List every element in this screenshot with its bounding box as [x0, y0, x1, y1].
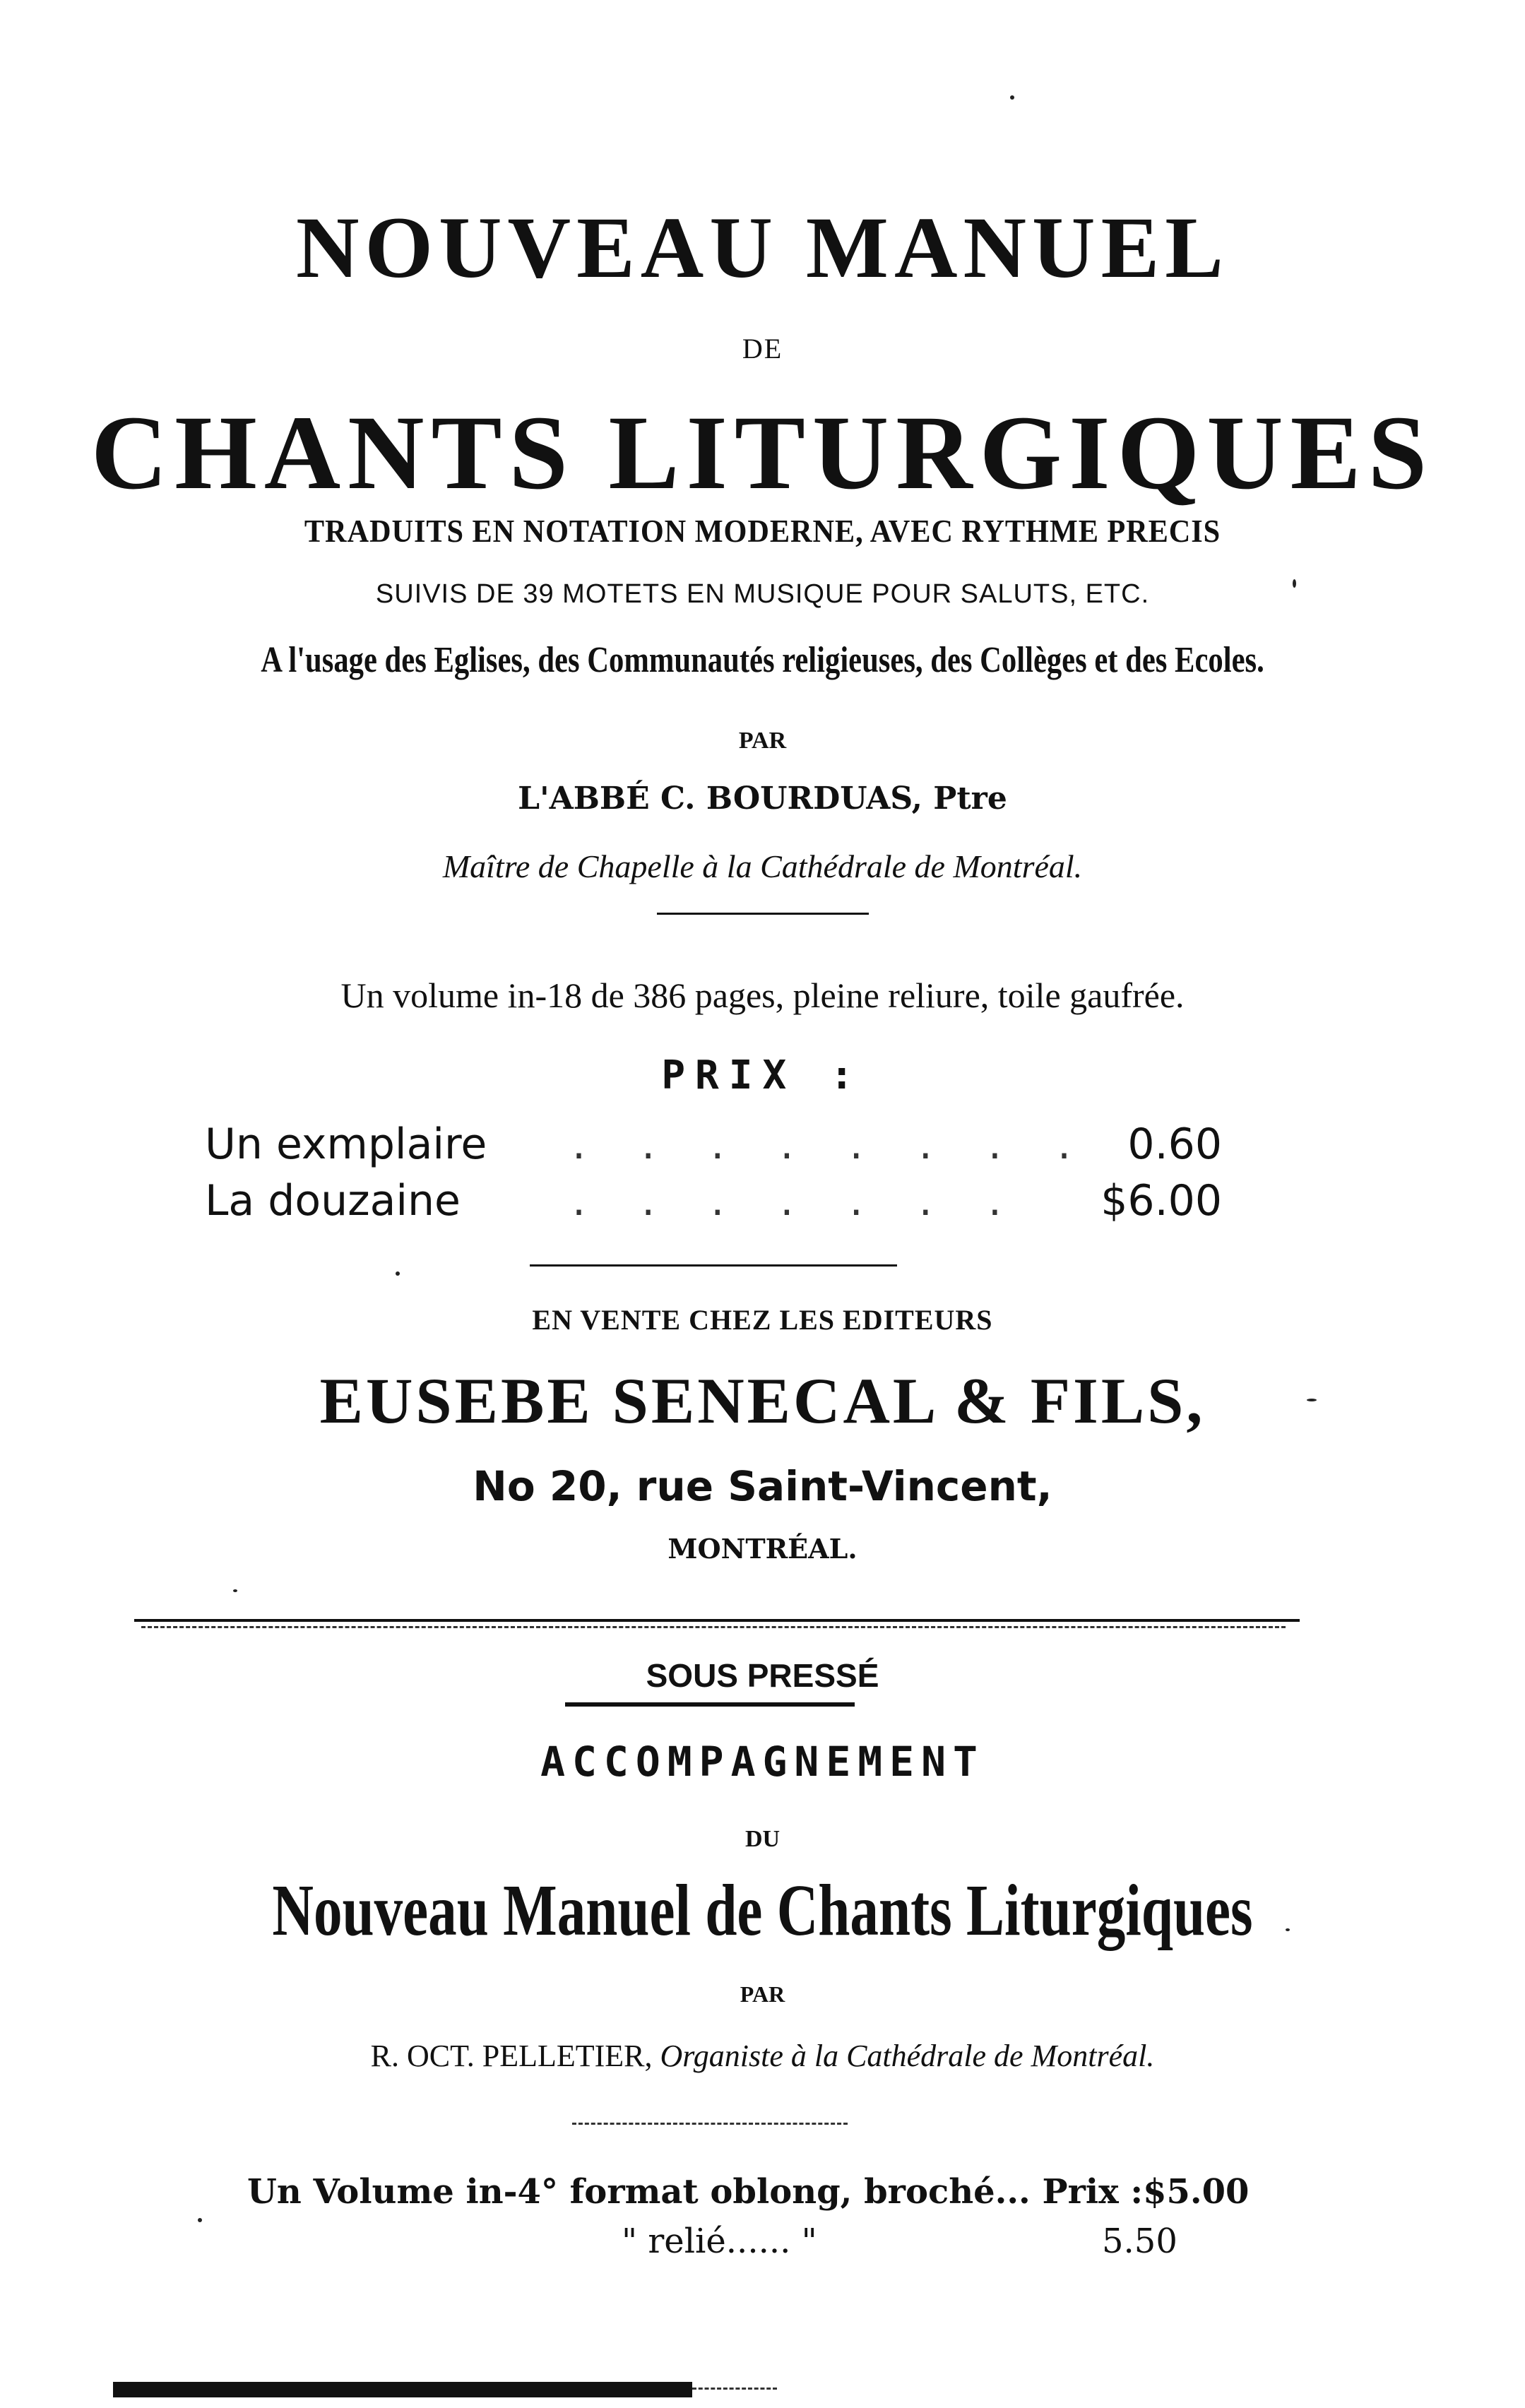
volume-bound-price: 5.50	[1102, 2222, 1177, 2261]
accompagnement-heading: ACCOMPAGNEMENT	[540, 1738, 985, 1786]
second-title: Nouveau Manuel de Chants Liturgiques	[272, 1870, 1253, 1951]
title-de: DE	[742, 333, 783, 364]
divider-3	[134, 1619, 1300, 1622]
publisher-name: EUSEBE SENECAL & FILS,	[319, 1365, 1206, 1437]
du-label: DU	[744, 1826, 781, 1852]
sous-presse: SOUS PRESSÉ	[646, 1657, 879, 1694]
divider-3-shadow	[141, 1626, 1286, 1628]
speck	[1010, 95, 1014, 100]
author-2-line	[0, 2038, 1525, 2074]
bottom-ink-bar	[113, 2382, 692, 2397]
publisher-address: No 20, rue Saint-Vincent,	[473, 1462, 1052, 1510]
subtitle-usage: A l'usage des Eglises, des Communautés religieuses, des Collèges et des Ecoles.	[261, 640, 1264, 680]
speck	[1307, 1399, 1317, 1401]
speck	[1286, 1928, 1290, 1931]
en-vente: EN VENTE CHEZ LES EDITEURS	[532, 1304, 993, 1336]
price-label: Un exmplaire	[205, 1120, 487, 1169]
volume-bound-line: " relié...... "	[622, 2222, 817, 2261]
volume-description-2: Un Volume in-4° format oblong, broché... Prix :$5.00	[247, 2172, 1250, 2212]
title-line-2: CHANTS LITURGIQUES	[90, 394, 1435, 511]
divider-4	[572, 2123, 848, 2125]
price-row	[205, 1176, 1222, 1233]
price-dots: . . . . . . .	[572, 1176, 1023, 1226]
divider-2	[530, 1264, 897, 1267]
price-value: 0.60	[1127, 1120, 1222, 1169]
speck	[1293, 579, 1296, 588]
bottom-dash	[692, 2388, 777, 2390]
title-line-1: NOUVEAU MANUEL	[296, 199, 1229, 296]
volume-description-1: Un volume in-18 de 386 pages, pleine reliure, toile gaufrée.	[340, 975, 1185, 1015]
par-label-2: PAR	[740, 1981, 785, 2007]
author-1-role: Maître de Chapelle à la Cathédrale de Montréal.	[442, 848, 1083, 884]
speck	[233, 1589, 237, 1592]
price-value: $6.00	[1100, 1176, 1222, 1226]
price-row	[205, 1120, 1222, 1176]
speck	[396, 1271, 400, 1276]
sous-presse-underline	[565, 1702, 855, 1707]
subtitle-notation: TRADUITS EN NOTATION MODERNE, AVEC RYTHME PRECIS	[304, 513, 1221, 549]
publisher-city: MONTRÉAL.	[667, 1533, 858, 1565]
price-dots: . . . . . . . .	[572, 1120, 1093, 1169]
author-1: L'ABBÉ C. BOURDUAS, Ptre	[518, 781, 1007, 817]
author-2-role: Organiste à la Cathédrale de Montréal.	[660, 2039, 1155, 2073]
prix-heading: PRIX :	[661, 1052, 864, 1098]
price-label: La douzaine	[205, 1176, 461, 1226]
author-2: R. OCT. PELLETIER,	[370, 2039, 653, 2073]
par-label-1: PAR	[738, 728, 787, 754]
divider-1	[657, 913, 869, 915]
speck	[198, 2218, 202, 2222]
subtitle-motets: SUIVIS DE 39 MOTETS EN MUSIQUE POUR SALUTS, ETC.	[375, 579, 1150, 609]
